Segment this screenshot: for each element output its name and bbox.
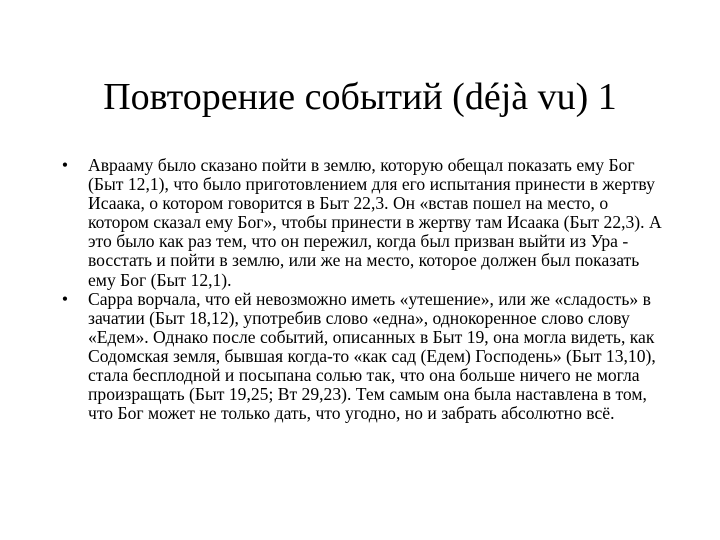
bullet-item xyxy=(58,156,670,290)
slide-title: Повторение событий (déjà vu) 1 xyxy=(103,76,617,118)
bullet-icon: • xyxy=(61,288,69,309)
bullet-icon: • xyxy=(61,155,69,175)
bullet-text: Аврааму было сказано пойти в землю, которую обещал показать ему Бог (Быт 12,1), что было приготовлением для его испытания принести в жертву Исаака, о котором говорится в Быт 22,3. Он «встав пошел на место, о котором сказал ему Бог», чтобы принести в жертву там Исаака (Быт 22,3). А это было как раз тем, что он пережил, когда был призван выйти из Ура - восстать и пойти в землю, или же на место, которое должен был показать ему Бог (Быт 12,1). xyxy=(88,155,662,290)
bullet-text: Сарра ворчала, что ей невозможно иметь «утешение», или же «сладость» в зачатии (Быт 18,12), употребив слово «една», однокоренное слово слову «Едем». Однако после событий, описанных в Быт 19, она могла видеть, как Содомская земля, бывшая когда-то «как сад (Едем) Господень» (Быт 13,10), стала бесплодной и посыпана солью так, что она больше ничего не могла произращать (Быт 19,25; Вт 29,23). Тем самым она была наставлена в том, что Бог может не только дать, что угодно, но и забрать абсолютно всё. xyxy=(88,288,656,424)
bullet-list xyxy=(58,156,670,423)
bullet-item xyxy=(58,290,670,424)
